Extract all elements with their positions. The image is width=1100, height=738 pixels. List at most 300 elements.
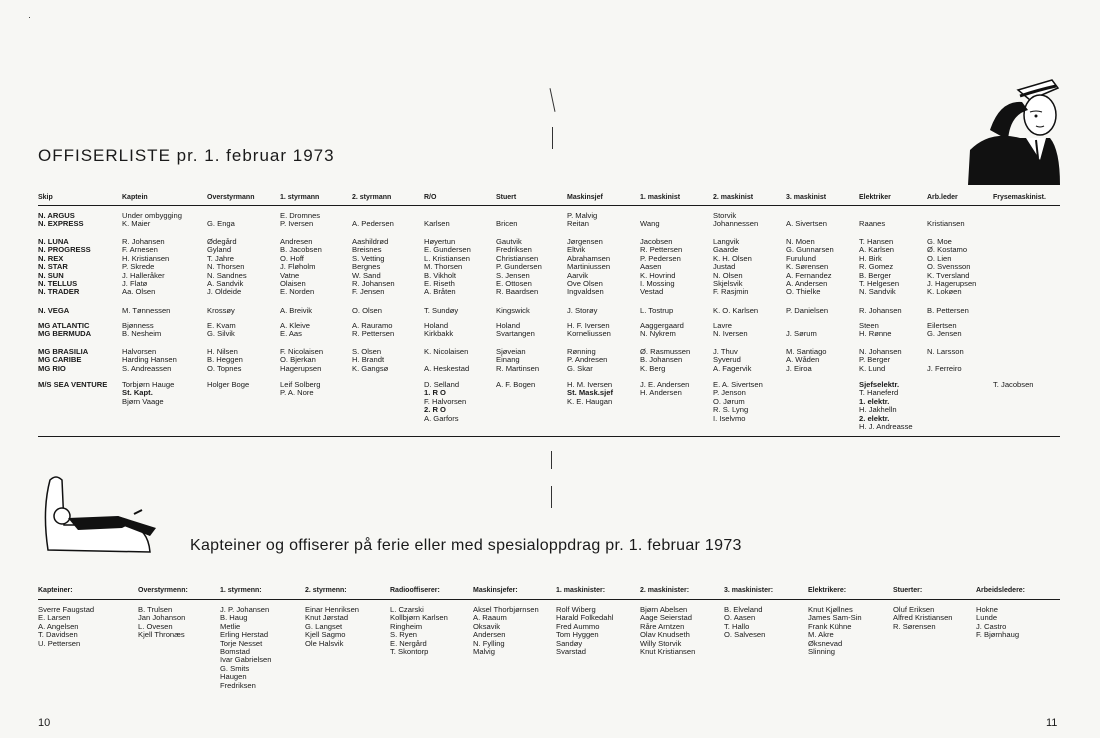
column-header: 2. styrmann bbox=[352, 194, 392, 201]
column-header: 3. maskinist bbox=[786, 194, 827, 201]
column-header: Arbeidsledere: bbox=[976, 587, 1026, 594]
column-header: Maskinsjefer: bbox=[473, 587, 518, 594]
cell-line: E. A. Sivertsen bbox=[713, 380, 763, 389]
cell-line: M. Tønnessen bbox=[122, 306, 171, 315]
cell-line: E. Nergård bbox=[390, 638, 427, 648]
cell-line: A. Raaum bbox=[473, 613, 507, 623]
page-number-right: 11 bbox=[1046, 717, 1058, 729]
table-cell bbox=[713, 212, 758, 229]
table-cell bbox=[207, 212, 235, 229]
table-cell bbox=[859, 381, 913, 431]
cell-line: O. Jørum bbox=[713, 396, 745, 406]
cell-line: St. Mask.sjef bbox=[567, 388, 614, 398]
cell-line: N. REX bbox=[38, 253, 64, 263]
cell-line: J. Hagerupsen bbox=[927, 279, 977, 289]
column-header: Elektrikere: bbox=[808, 587, 847, 594]
table-cell bbox=[713, 238, 752, 297]
cell-line: M/S SEA VENTURE bbox=[38, 380, 108, 389]
cell-line: E. Dromnes bbox=[280, 211, 321, 220]
cell-line: Under ombygging bbox=[122, 211, 182, 220]
cell-line: Raanes bbox=[859, 219, 886, 229]
cell-line: M. Santiago bbox=[786, 347, 827, 356]
cell-line: 1. R O bbox=[424, 388, 446, 398]
table-cell bbox=[207, 307, 235, 315]
cell-line: J. Fløholm bbox=[280, 262, 316, 272]
table-cell bbox=[640, 322, 684, 339]
cell-line: K. Lund bbox=[859, 363, 886, 373]
cell-line: A. F. Bogen bbox=[496, 380, 536, 389]
cell-line: Justad bbox=[713, 262, 736, 272]
cell-line: L. Tostrup bbox=[640, 306, 674, 315]
cell-line: Johannessen bbox=[713, 219, 759, 229]
cell-line: Frank Kühne bbox=[808, 621, 852, 631]
table-cell bbox=[713, 381, 763, 423]
cell-line: G. Silvik bbox=[207, 329, 235, 339]
table-cell bbox=[927, 238, 976, 297]
header-rule bbox=[38, 205, 1060, 206]
cell-line: MG CARIBE bbox=[38, 355, 82, 365]
cell-line: Torje Nesset bbox=[220, 638, 263, 648]
fold-mark bbox=[552, 127, 553, 149]
table-cell bbox=[424, 381, 466, 423]
cell-line: B. Jacobsen bbox=[280, 245, 322, 255]
cell-line: R. Gomez bbox=[859, 262, 894, 272]
cell-line: Vestad bbox=[640, 287, 664, 297]
cell-line: Aarvik bbox=[567, 270, 589, 280]
cell-line: J. Eiroa bbox=[786, 363, 812, 373]
cell-line: H. Birk bbox=[859, 253, 882, 263]
table-cell bbox=[927, 212, 965, 229]
table-cell bbox=[122, 238, 169, 297]
table-cell bbox=[496, 212, 518, 229]
cell-line: F. Rasjmin bbox=[713, 287, 749, 297]
table-cell bbox=[352, 307, 382, 315]
cell-line: Christiansen bbox=[496, 253, 539, 263]
cell-line: H. Brandt bbox=[352, 355, 385, 365]
table-cell bbox=[724, 606, 765, 640]
cell-line: H. Kristiansen bbox=[122, 253, 170, 263]
cell-line: J. Thuv bbox=[713, 347, 738, 356]
table-cell bbox=[786, 322, 817, 339]
cell-line: Andersen bbox=[473, 630, 506, 640]
table-cell bbox=[424, 348, 469, 373]
cell-line: N. TRADER bbox=[38, 287, 80, 297]
cell-line: Gaarde bbox=[713, 245, 739, 255]
cell-line: Halvorsen bbox=[122, 347, 157, 356]
table-cell bbox=[927, 307, 969, 315]
page-number-left: 10 bbox=[38, 717, 51, 729]
corner-speck: · bbox=[28, 12, 31, 22]
cell-line: R. Baardsen bbox=[496, 287, 539, 297]
table-cell bbox=[352, 348, 388, 373]
table-cell bbox=[976, 606, 1019, 640]
cell-line: MG ATLANTIC bbox=[38, 321, 90, 330]
table-cell bbox=[859, 238, 899, 297]
cell-line: E. Aas bbox=[280, 329, 302, 339]
column-header: Frysemaskinist. bbox=[993, 194, 1046, 201]
column-header: Radiooffiserer: bbox=[390, 587, 440, 594]
table-cell bbox=[207, 348, 243, 373]
cell-line: Ringheim bbox=[390, 621, 423, 631]
cell-line: P. Gundersen bbox=[496, 262, 542, 272]
column-header: Stuerter: bbox=[893, 587, 923, 594]
column-header: 2. styrmenn: bbox=[305, 587, 347, 594]
column-header: Skip bbox=[38, 194, 53, 201]
cell-line: Vatne bbox=[280, 270, 300, 280]
cell-line: Bergnes bbox=[352, 262, 381, 272]
cell-line: G. Smits bbox=[220, 663, 250, 673]
table-cell bbox=[424, 307, 458, 315]
cell-line: Steen bbox=[859, 321, 879, 330]
table-cell bbox=[305, 606, 359, 648]
column-header: Overstyrmenn: bbox=[138, 587, 188, 594]
cell-line: A. Wåden bbox=[786, 355, 820, 365]
cell-line: Reitan bbox=[567, 219, 589, 229]
page-title: OFFISERLISTE pr. 1. februar 1973 bbox=[38, 146, 335, 165]
cell-line: Aksel Thorbjørnsen bbox=[473, 605, 539, 614]
cell-line: T. Hallo bbox=[724, 621, 750, 631]
cell-line: E. Riseth bbox=[424, 279, 455, 289]
cell-line: N. SUN bbox=[38, 270, 64, 280]
column-header: Kapteiner: bbox=[38, 587, 73, 594]
cell-line: James Sam-Sin bbox=[808, 613, 862, 623]
cell-line: P. Iversen bbox=[280, 219, 314, 229]
cell-line: Lavre bbox=[713, 321, 732, 330]
cell-line: G. Skar bbox=[567, 363, 593, 373]
cell-line: I. Iselvmo bbox=[713, 413, 746, 423]
cell-line: Kirkbakk bbox=[424, 329, 454, 339]
cell-line: Kingswick bbox=[496, 306, 530, 315]
cell-line: Gautvik bbox=[496, 237, 522, 246]
cell-line: A. Karlsen bbox=[859, 245, 895, 255]
cell-line: K. Gangsø bbox=[352, 363, 389, 373]
cell-line: Andresen bbox=[280, 237, 313, 246]
cell-line: Bricen bbox=[496, 219, 518, 229]
cell-line: J. Ferreiro bbox=[927, 363, 962, 373]
cell-line: N. Nykrem bbox=[640, 329, 676, 339]
cell-line: Ø. Rasmussen bbox=[640, 347, 691, 356]
cell-line: Knut Kristiansen bbox=[640, 647, 696, 657]
cell-line: K. H. Olsen bbox=[713, 253, 752, 263]
table-cell bbox=[567, 212, 597, 229]
cell-line: Haugen bbox=[220, 672, 247, 682]
cell-line: A. Andersen bbox=[786, 279, 828, 289]
cell-line: Harald Folkedahl bbox=[556, 613, 614, 623]
column-header: 2. maskinister: bbox=[640, 587, 690, 594]
cell-line: G. Moe bbox=[927, 237, 952, 246]
column-header: R/O bbox=[424, 194, 437, 201]
ship-name bbox=[38, 348, 88, 373]
table-cell bbox=[352, 212, 394, 229]
cell-line: Kjell Sagmo bbox=[305, 630, 346, 640]
cell-line: H. Nilsen bbox=[207, 347, 238, 356]
column-header: Maskinsjef bbox=[567, 194, 603, 201]
column-header: Stuert bbox=[496, 194, 517, 201]
cell-line: Råre Arntzen bbox=[640, 621, 685, 631]
cell-line: P. Pedersen bbox=[640, 253, 681, 263]
cell-line: J. Flatø bbox=[122, 279, 148, 289]
cell-line: B. Pettersen bbox=[927, 306, 969, 315]
cell-line: Aa. Olsen bbox=[122, 287, 156, 297]
cell-line: Gyland bbox=[207, 245, 232, 255]
ship-name bbox=[38, 307, 69, 315]
cell-line: Syverud bbox=[713, 355, 741, 365]
cell-line: Kjell Thronæs bbox=[138, 630, 185, 640]
cell-line: K. Tversland bbox=[927, 270, 970, 280]
cell-line: Olav Knudseth bbox=[640, 630, 690, 640]
cell-line: Storvik bbox=[713, 211, 737, 220]
cell-line: K. E. Haugan bbox=[567, 396, 613, 406]
cell-line: Ødegård bbox=[207, 237, 237, 246]
cell-line: J. Halleråker bbox=[122, 270, 165, 280]
cell-line: P. Jenson bbox=[713, 388, 746, 398]
column-header: Elektriker bbox=[859, 194, 891, 201]
cell-line: Bomstad bbox=[220, 647, 250, 657]
cell-line: H. M. Iversen bbox=[567, 380, 613, 389]
table-cell bbox=[280, 348, 323, 373]
cell-line: R. Johansen bbox=[122, 237, 165, 246]
cell-line: O. Hoff bbox=[280, 253, 304, 263]
ship-name bbox=[38, 212, 84, 229]
table-cell bbox=[280, 322, 310, 339]
cell-line: Eilertsen bbox=[927, 321, 957, 330]
table-cell bbox=[122, 212, 182, 229]
cell-line: 2. R O bbox=[424, 405, 446, 415]
cell-line: H. F. Iversen bbox=[567, 321, 610, 330]
cell-line: N. Sandnes bbox=[207, 270, 247, 280]
table-cell bbox=[352, 238, 395, 297]
table-cell bbox=[280, 238, 322, 297]
cell-line: P. Andresen bbox=[567, 355, 608, 365]
cell-line: Einang bbox=[496, 355, 520, 365]
cell-line: N. Iversen bbox=[713, 329, 748, 339]
cell-line: J. Oldeide bbox=[207, 287, 242, 297]
ship-name bbox=[38, 381, 107, 389]
cell-line: G. Jensen bbox=[927, 329, 962, 339]
table-cell bbox=[280, 381, 321, 398]
cell-line: J. P. Johansen bbox=[220, 605, 270, 614]
cell-line: N. Fylling bbox=[473, 638, 505, 648]
cell-line: MG BERMUDA bbox=[38, 329, 92, 339]
cell-line: P. Skrede bbox=[122, 262, 155, 272]
cell-line: Alfred Kristiansen bbox=[893, 613, 953, 623]
cell-line: Furulund bbox=[786, 253, 816, 263]
cell-line: Krossøy bbox=[207, 306, 235, 315]
cell-line: Eltvik bbox=[567, 245, 586, 255]
cell-line: E. Norden bbox=[280, 287, 315, 297]
cell-line: R. S. Lyng bbox=[713, 405, 749, 415]
cell-line: O. Topnes bbox=[207, 363, 242, 373]
table-cell bbox=[640, 606, 695, 656]
cell-line: Lunde bbox=[976, 613, 998, 623]
cell-line: Høyertun bbox=[424, 237, 456, 246]
table-cell bbox=[993, 381, 1034, 389]
cell-line: N. Sandvik bbox=[859, 287, 896, 297]
cell-line: U. Pettersen bbox=[38, 638, 81, 648]
cell-line: Harding Hansen bbox=[122, 355, 177, 365]
cell-line: A. Heskestad bbox=[424, 363, 470, 373]
cell-line: R. Martinsen bbox=[496, 363, 540, 373]
cell-line: L. Czarski bbox=[390, 605, 424, 614]
column-header: 3. maskinister: bbox=[724, 587, 774, 594]
cell-line: B. Johansen bbox=[640, 355, 683, 365]
cell-line: K. O. Karlsen bbox=[713, 306, 759, 315]
cell-line: Ingvaldsen bbox=[567, 287, 604, 297]
cell-line: T. Jahre bbox=[207, 253, 235, 263]
table-cell bbox=[424, 322, 453, 339]
cell-line: Aashildrød bbox=[352, 237, 389, 246]
cell-line: J. Storøy bbox=[567, 306, 598, 315]
table-cell bbox=[424, 238, 471, 297]
table-cell bbox=[496, 381, 535, 389]
fold-mark bbox=[551, 486, 552, 508]
cell-line: H. Andersen bbox=[640, 388, 682, 398]
cell-line: Hokne bbox=[976, 605, 998, 614]
column-header: 1. maskinist bbox=[640, 194, 681, 201]
cell-line: N. STAR bbox=[38, 262, 68, 272]
table-cell bbox=[424, 212, 450, 229]
cell-line: H. J. Andreasse bbox=[859, 422, 913, 432]
cell-line: G. Enga bbox=[207, 219, 235, 229]
cell-line: T. Davidsen bbox=[38, 630, 78, 640]
cell-line: Sandøy bbox=[556, 638, 583, 648]
cell-line: B. Trulsen bbox=[138, 605, 173, 614]
cell-line: Kollbjørn Karlsen bbox=[390, 613, 448, 623]
table-cell bbox=[786, 307, 828, 315]
cell-line: O. Svensson bbox=[927, 262, 971, 272]
cell-line: B. Heggen bbox=[207, 355, 243, 365]
cell-line: Aaggergaard bbox=[640, 321, 684, 330]
cell-line: Bjørn Vaage bbox=[122, 396, 164, 406]
table-cell bbox=[859, 307, 902, 315]
cell-line: B. Haug bbox=[220, 613, 248, 623]
table-cell bbox=[220, 606, 272, 690]
cell-line: S. Vetting bbox=[352, 253, 385, 263]
table-cell bbox=[207, 381, 249, 389]
cell-line: Bjønness bbox=[122, 321, 154, 330]
cell-line: B. Berger bbox=[859, 270, 892, 280]
section-title: Kapteiner og offiserer på ferie eller med spesialoppdrag pr. 1. februar 1973 bbox=[190, 537, 742, 554]
cell-line: Abrahamsen bbox=[567, 253, 611, 263]
cell-line: Wang bbox=[640, 219, 660, 229]
cell-line: Aage Seierstad bbox=[640, 613, 692, 623]
cell-line: B. Vikholt bbox=[424, 270, 456, 280]
table-cell bbox=[207, 322, 236, 339]
cell-line: Knut Kjøllnes bbox=[808, 605, 853, 614]
cell-line: 1. elektr. bbox=[859, 396, 890, 406]
cell-line: T. Sundøy bbox=[424, 306, 459, 315]
cell-line: A. Pedersen bbox=[352, 219, 394, 229]
table-cell bbox=[122, 307, 170, 315]
section-divider bbox=[38, 436, 1060, 437]
ship-name bbox=[38, 322, 91, 339]
cell-line: D. Selland bbox=[424, 380, 460, 389]
cell-line: A. Angelsen bbox=[38, 621, 79, 631]
cell-line: St. Kapt. bbox=[122, 388, 153, 398]
cell-line: L. Ovesen bbox=[138, 621, 173, 631]
table-cell bbox=[786, 212, 827, 229]
cell-line: Fredriksen bbox=[496, 245, 532, 255]
cell-line: Svartangen bbox=[496, 329, 535, 339]
cell-line: A. Rauramo bbox=[352, 321, 393, 330]
cell-line: E. Larsen bbox=[38, 613, 71, 623]
cell-line: N. TELLUS bbox=[38, 279, 78, 289]
cell-line: Korneliussen bbox=[567, 329, 611, 339]
cell-line: F. Nicolaisen bbox=[280, 347, 324, 356]
cell-line: K. Lokøen bbox=[927, 287, 962, 297]
cell-line: R. Johansen bbox=[859, 306, 902, 315]
cell-line: N. EXPRESS bbox=[38, 219, 84, 229]
table-cell bbox=[567, 348, 607, 373]
table-cell bbox=[713, 307, 758, 315]
cell-line: N. Olsen bbox=[713, 270, 743, 280]
table-cell bbox=[390, 606, 448, 656]
table-cell bbox=[786, 238, 834, 297]
cell-line: A. Kleive bbox=[280, 321, 310, 330]
cell-line: Erling Herstad bbox=[220, 630, 269, 640]
table-cell bbox=[496, 322, 535, 339]
cell-line: Kristiansen bbox=[927, 219, 965, 229]
table-cell bbox=[280, 307, 312, 315]
cell-line: Ove Olsen bbox=[567, 279, 603, 289]
cell-line: O. Bjerkan bbox=[280, 355, 316, 365]
table-cell bbox=[473, 606, 539, 656]
cell-line: E. Kvam bbox=[207, 321, 236, 330]
cell-line: A. Fagervik bbox=[713, 363, 752, 373]
cell-line: B. Elveland bbox=[724, 605, 763, 614]
cell-line: T. Helgesen bbox=[859, 279, 900, 289]
cell-line: N. Johansen bbox=[859, 347, 902, 356]
cell-line: Sverre Faugstad bbox=[38, 605, 95, 614]
table-cell bbox=[122, 322, 161, 339]
table-cell bbox=[496, 348, 539, 373]
cell-line: Karlsen bbox=[424, 219, 450, 229]
cell-line: O. Thielke bbox=[786, 287, 821, 297]
cell-line: Jacobsen bbox=[640, 237, 673, 246]
cell-line: T. Haneferd bbox=[859, 388, 899, 398]
cell-line: Jan Johanson bbox=[138, 613, 186, 623]
column-header: Arb.leder bbox=[927, 194, 958, 201]
cell-line: Tom Hyggen bbox=[556, 630, 599, 640]
table-cell bbox=[556, 606, 613, 656]
table-cell bbox=[927, 322, 962, 339]
table-cell bbox=[567, 307, 597, 315]
cell-line: Willy Storvik bbox=[640, 638, 682, 648]
cell-line: N. ARGUS bbox=[38, 211, 75, 220]
cell-line: Metlie bbox=[220, 621, 241, 631]
cell-line: R. Sørensen bbox=[893, 621, 936, 631]
cell-line: Ole Halsvik bbox=[305, 638, 344, 648]
cell-line: Holger Boge bbox=[207, 380, 250, 389]
cell-line: J. Castro bbox=[976, 621, 1007, 631]
fold-mark bbox=[550, 88, 556, 112]
cell-line: N. PROGRESS bbox=[38, 245, 91, 255]
cell-line: O. Lien bbox=[927, 253, 952, 263]
cell-line: F. Arnesen bbox=[122, 245, 158, 255]
table-cell bbox=[859, 348, 902, 373]
table-cell bbox=[640, 348, 690, 373]
cell-line: F. Halvorsen bbox=[424, 396, 467, 406]
cell-line: Ø. Kostamo bbox=[927, 245, 968, 255]
cell-line: A. Fernandez bbox=[786, 270, 832, 280]
column-header: Overstyrmann bbox=[207, 194, 255, 201]
table-cell bbox=[808, 606, 862, 656]
cell-line: T. Jacobsen bbox=[993, 380, 1034, 389]
cell-line: Aasen bbox=[640, 262, 662, 272]
cell-line: Bjørn Abelsen bbox=[640, 605, 688, 614]
cell-line: A. Sandvik bbox=[207, 279, 244, 289]
cell-line: Holand bbox=[496, 321, 521, 330]
